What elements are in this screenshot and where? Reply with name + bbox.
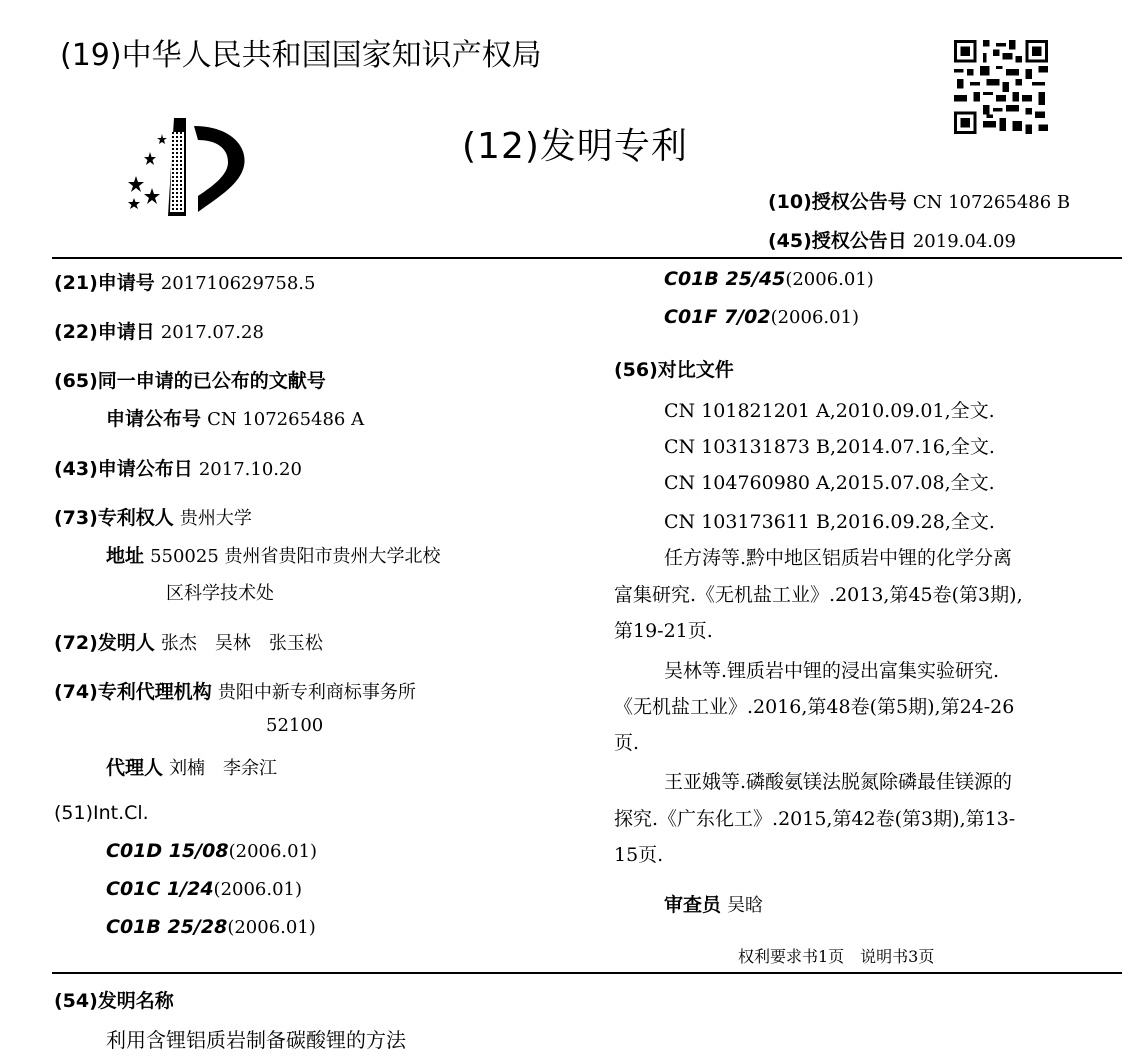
ipc-code: C01B 25/45 [664, 268, 786, 290]
cited-reference: CN 103131873 B,2014.07.16,全文. [664, 436, 995, 458]
ipc-code: C01D 15/08 [106, 840, 229, 862]
ipc-code: C01B 25/28 [106, 916, 228, 938]
invention-title: 利用含锂铝质岩制备碳酸锂的方法 [106, 1028, 406, 1052]
office-name: (19)中华人民共和国国家知识产权局 [60, 38, 542, 73]
grant-number [768, 187, 1070, 214]
publication-date-label: (43)申请公布日 [54, 458, 193, 480]
ipc-code: C01F 7/02 [664, 306, 771, 328]
patentee [54, 503, 252, 530]
examiner-value: 吴晗 [727, 895, 764, 916]
agency [54, 677, 416, 704]
application-date [54, 317, 264, 344]
inventors-label: (72)发明人 [54, 632, 155, 654]
publication-number-label: 申请公布号 [106, 408, 202, 430]
grant-date [768, 226, 1016, 253]
cited-reference: CN 104760980 A,2015.07.08,全文. [664, 472, 995, 494]
literature-ref-2-line-1: 吴林等.锂质岩中锂的浸出富集实验研究. [664, 660, 1000, 682]
grant-number-label: (10)授权公告号 [768, 191, 907, 213]
qr-code-icon [954, 40, 1048, 134]
address-line-1: 550025 贵州省贵阳市贵州大学北校 [150, 546, 441, 567]
ipc-entry [106, 878, 302, 900]
application-number [54, 268, 315, 295]
application-date-value: 2017.07.28 [160, 322, 264, 343]
footer-divider [52, 972, 1122, 974]
grant-number-value: CN 107265486 B [912, 192, 1071, 213]
ipc-entry [106, 840, 317, 862]
ipc-entry [664, 306, 859, 328]
literature-ref-3-line-1: 王亚娥等.磷酸氨镁法脱氮除磷最佳镁源的 [664, 771, 1013, 793]
agent [106, 753, 277, 780]
agency-label: (74)专利代理机构 [54, 681, 212, 703]
header-divider [52, 257, 1122, 259]
page-count: 权利要求书1页 说明书3页 [738, 947, 935, 966]
application-date-label: (22)申请日 [54, 321, 155, 343]
cnipa-logo [112, 112, 252, 220]
address-label: 地址 [106, 545, 145, 567]
document-type: (12)发明专利 [462, 126, 688, 167]
literature-ref-1-line-2: 富集研究.《无机盐工业》.2013,第45卷(第3期), [614, 584, 1023, 606]
patentee-label: (73)专利权人 [54, 507, 174, 529]
literature-ref-1-line-3: 第19-21页. [614, 620, 713, 642]
literature-ref-2-line-3: 页. [614, 732, 640, 754]
invention-title-label: (54)发明名称 [54, 990, 174, 1012]
cited-references-label: (56)对比文件 [614, 359, 734, 381]
grant-date-value: 2019.04.09 [912, 231, 1016, 252]
application-number-label: (21)申请号 [54, 272, 155, 294]
ipc-version: (2006.01) [770, 307, 860, 328]
ipc-version: (2006.01) [227, 917, 316, 938]
literature-ref-3-line-3: 15页. [614, 844, 664, 866]
examiner-label: 审查员 [664, 894, 722, 916]
agency-line-2: 52100 [266, 715, 324, 736]
int-cl-label: (51)Int.Cl. [54, 802, 149, 824]
ipc-version: (2006.01) [228, 841, 318, 862]
literature-ref-1-line-1: 任方涛等.黔中地区铝质岩中锂的化学分离 [664, 547, 1013, 569]
literature-ref-2-line-2: 《无机盐工业》.2016,第48卷(第5期),第24-26 [614, 696, 1015, 718]
inventors [54, 628, 323, 655]
ipc-version: (2006.01) [785, 269, 874, 290]
ipc-code: C01C 1/24 [106, 878, 214, 900]
examiner [664, 890, 763, 917]
ipc-entry [106, 916, 316, 938]
agency-line-1: 贵阳中新专利商标事务所 [217, 682, 416, 703]
publication-date-value: 2017.10.20 [198, 459, 302, 480]
address [106, 541, 441, 568]
application-number-value: 201710629758.5 [160, 273, 316, 294]
cited-reference: CN 101821201 A,2010.09.01,全文. [664, 400, 995, 422]
agent-label: 代理人 [106, 757, 164, 779]
cited-reference: CN 103173611 B,2016.09.28,全文. [664, 511, 995, 533]
publication-date [54, 454, 302, 481]
same-application-label: (65)同一申请的已公布的文献号 [54, 370, 326, 392]
ipc-version: (2006.01) [213, 879, 303, 900]
grant-date-label: (45)授权公告日 [768, 230, 907, 252]
publication-number-value: CN 107265486 A [207, 409, 365, 430]
literature-ref-3-line-2: 探究.《广东化工》.2015,第42卷(第3期),第13- [614, 808, 1016, 830]
publication-number [106, 404, 364, 431]
address-line-2: 区科学技术处 [166, 583, 274, 604]
inventors-value: 张杰 吴林 张玉松 [160, 633, 323, 654]
patentee-value: 贵州大学 [179, 508, 252, 529]
ipc-entry [664, 268, 874, 290]
agent-value: 刘楠 李余江 [169, 758, 278, 779]
